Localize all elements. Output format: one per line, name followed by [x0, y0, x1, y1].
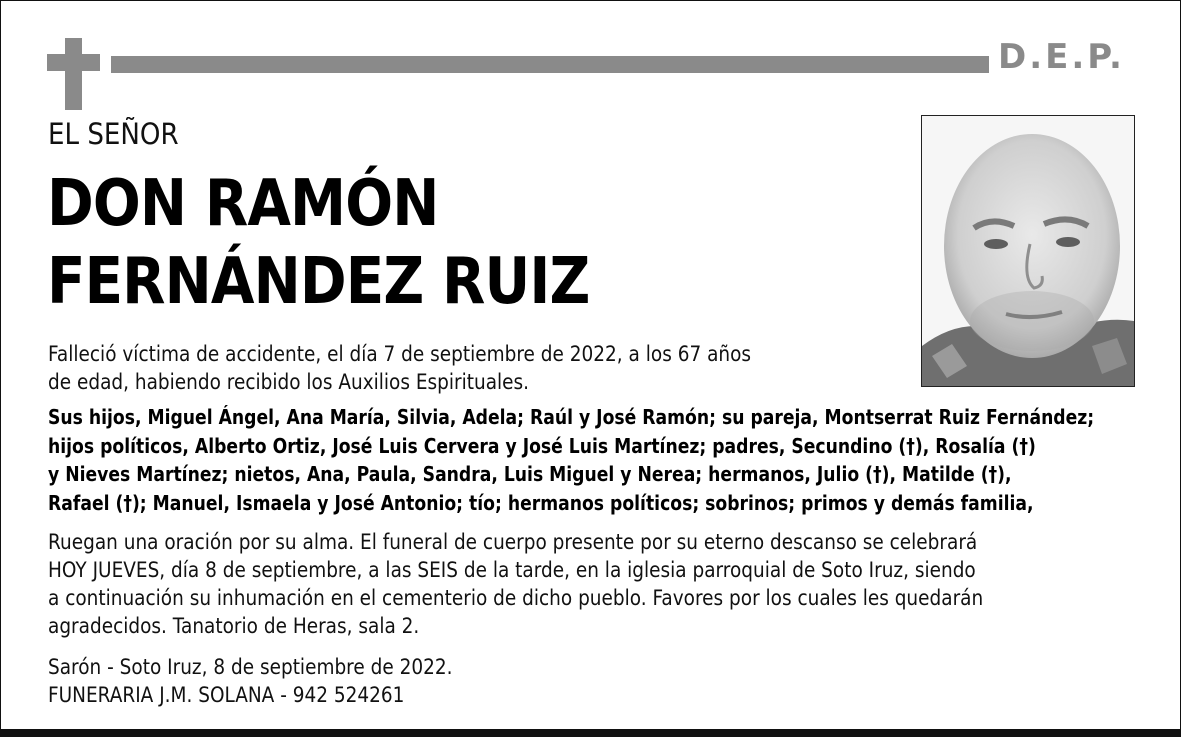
funeral-line: a continuación su inhumación en el cementerio de dicho pueblo. Favores por los cuales les quedarán: [48, 586, 984, 610]
family-list: [48, 403, 1094, 517]
funeral-home: FUNERARIA J.M. SOLANA - 942 524261: [48, 683, 405, 707]
deceased-name-line2: FERNÁNDEZ RUIZ: [47, 245, 590, 319]
deceased-name-line1: DON RAMÓN: [47, 167, 439, 241]
death-notice-line: Falleció víctima de accidente, el día 7 de septiembre de 2022, a los 67 años: [48, 342, 752, 366]
death-notice: [48, 340, 751, 396]
header-rule: [111, 56, 989, 73]
family-line: y Nieves Martínez; nietos, Ana, Paula, Sandra, Luis Miguel y Nerea; hermanos, Julio (†), Matilde (†),: [48, 462, 1012, 486]
honorific: EL SEÑOR: [48, 117, 179, 151]
family-line: Rafael (†); Manuel, Ismaela y José Antonio; tío; hermanos políticos; sobrinos; primos y demás familia,: [48, 490, 1034, 515]
death-notice-line: de edad, habiendo recibido los Auxilios Espirituales.: [48, 370, 530, 394]
funeral-details: [48, 528, 983, 640]
family-line: hijos políticos, Alberto Ortiz, José Luis Cervera y José Luis Martínez; padres, Secundino (†), Rosalía (†): [48, 433, 1036, 458]
portrait-photo: [921, 115, 1135, 387]
signature-block: [48, 653, 452, 709]
bottom-border: [1, 729, 1180, 736]
place-date: Sarón - Soto Iruz, 8 de septiembre de 2022.: [48, 655, 453, 679]
cross-icon: [47, 38, 100, 110]
funeral-line: HOY JUEVES, día 8 de septiembre, a las SEIS de la tarde, en la iglesia parroquial de Soto Iruz, siendo: [48, 558, 976, 582]
dep-label: D.E.P.: [998, 37, 1125, 77]
funeral-line: Ruegan una oración por su alma. El funeral de cuerpo presente por su eterno descanso se celebrará: [48, 530, 978, 554]
funeral-line: agradecidos. Tanatorio de Heras, sala 2.: [48, 614, 420, 638]
family-line: Sus hijos, Miguel Ángel, Ana María, Silvia, Adela; Raúl y José Ramón; su pareja, Montserrat Ruiz Fernández;: [48, 405, 1095, 429]
